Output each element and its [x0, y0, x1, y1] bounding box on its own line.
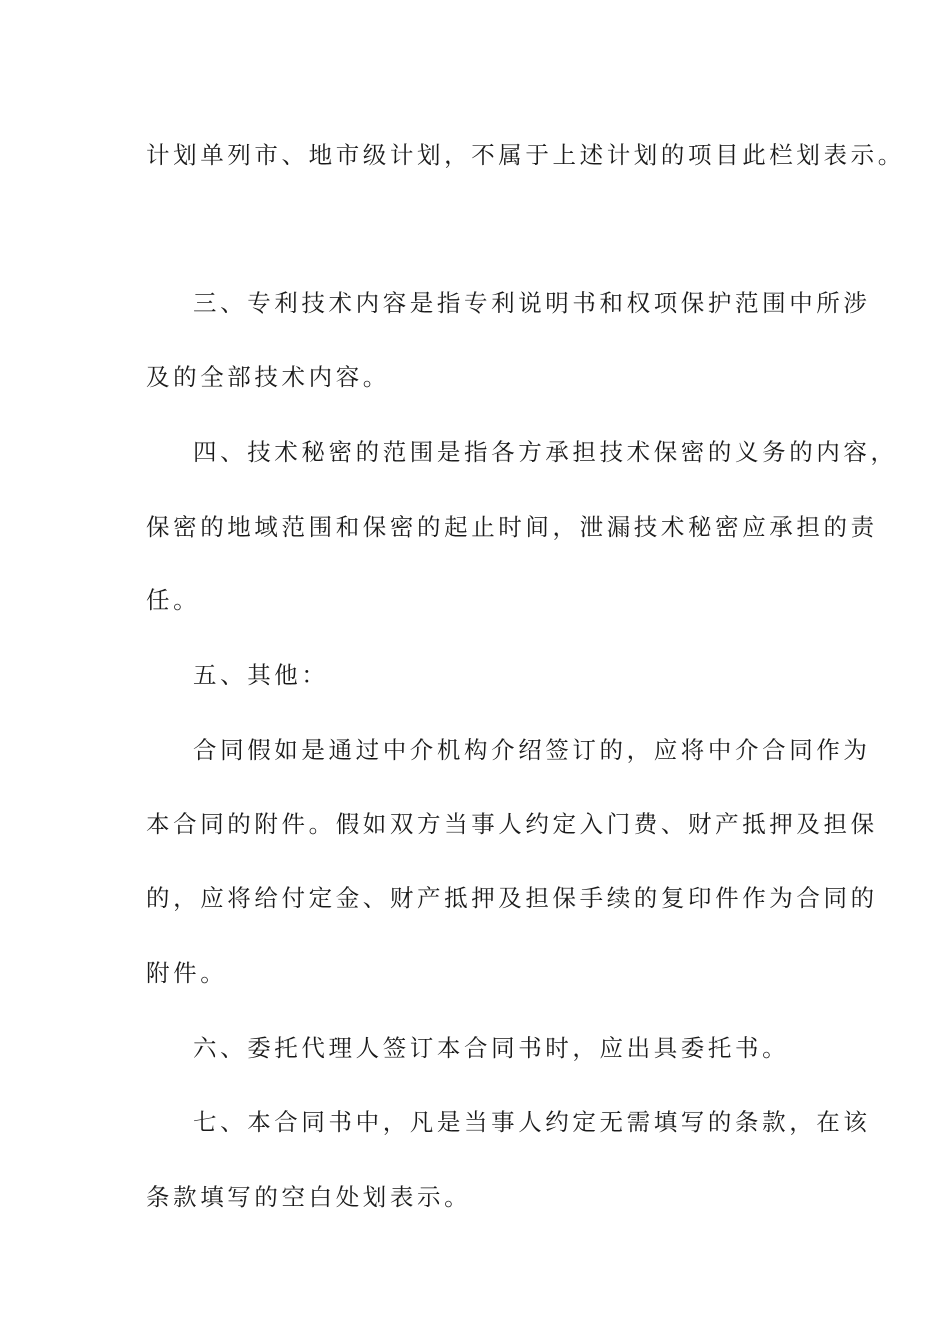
text-line: 条款填写的空白处划表示。	[146, 1183, 472, 1211]
text-line: 本合同的附件。假如双方当事人约定入门费、财产抵押及担保	[146, 810, 878, 838]
section-4-heading-line: 四、技术秘密的范围是指各方承担技术保密的义务的内容，	[193, 438, 898, 466]
text-line: 保密的地域范围和保密的起止时间，泄漏技术秘密应承担的责	[146, 513, 878, 541]
text-line: 任。	[146, 586, 201, 614]
text-line: 合同假如是通过中介机构介绍签订的，应将中介合同作为	[193, 736, 871, 764]
section-6-heading-line: 六、委托代理人签订本合同书时，应出具委托书。	[193, 1034, 790, 1062]
text-line: 的，应将给付定金、财产抵押及担保手续的复印件作为合同的	[146, 884, 878, 912]
section-7-heading-line: 七、本合同书中，凡是当事人约定无需填写的条款，在该	[193, 1108, 871, 1136]
section-5-heading-line: 五、其他：	[193, 661, 329, 689]
text-line: 附件。	[146, 959, 228, 987]
text-line: 及的全部技术内容。	[146, 363, 390, 391]
section-3-heading-line: 三、专利技术内容是指专利说明书和权项保护范围中所涉	[193, 289, 871, 317]
text-line: 计划单列市、地市级计划，不属于上述计划的项目此栏划表示。	[146, 141, 905, 169]
